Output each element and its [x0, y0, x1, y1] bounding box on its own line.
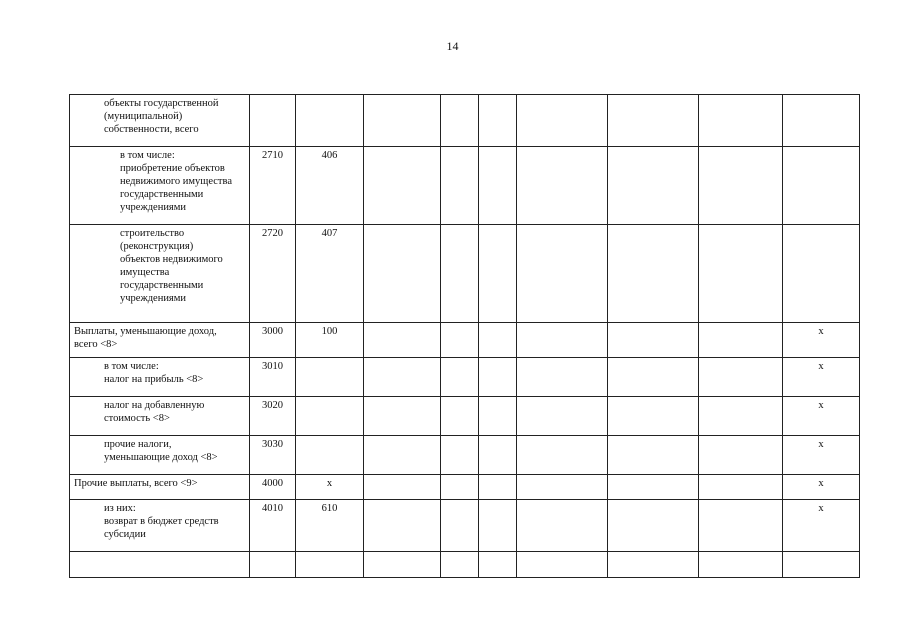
- row-kbk-cell: 407: [296, 225, 364, 323]
- row-amount-cell: [699, 147, 783, 225]
- row-amount-cell: [364, 95, 441, 147]
- row-amount-cell: [479, 358, 517, 397]
- row-code-cell: 4010: [250, 500, 296, 552]
- row-amount-cell: [517, 552, 608, 578]
- financial-plan-table: [69, 94, 860, 578]
- row-code-cell: 3010: [250, 358, 296, 397]
- row-amount-cell: [517, 147, 608, 225]
- row-amount-cell: [699, 500, 783, 552]
- row-amount-cell: [517, 323, 608, 358]
- row-amount-cell: [441, 552, 479, 578]
- row-amount-cell: [608, 323, 699, 358]
- row-mark-cell: х: [783, 397, 860, 436]
- row-mark-cell: [783, 552, 860, 578]
- row-name-cell: [70, 552, 250, 578]
- row-kbk-cell: [296, 95, 364, 147]
- row-amount-cell: [517, 397, 608, 436]
- row-code-cell: 3030: [250, 436, 296, 475]
- row-amount-cell: [517, 358, 608, 397]
- row-amount-cell: [364, 500, 441, 552]
- row-amount-cell: [608, 397, 699, 436]
- row-amount-cell: [517, 500, 608, 552]
- row-mark-cell: х: [783, 436, 860, 475]
- table-row: [70, 552, 860, 578]
- table-row: [70, 475, 860, 500]
- row-amount-cell: [608, 225, 699, 323]
- row-amount-cell: [608, 358, 699, 397]
- row-amount-cell: [699, 397, 783, 436]
- row-code-cell: [250, 552, 296, 578]
- table-row: [70, 323, 860, 358]
- row-amount-cell: [441, 323, 479, 358]
- row-amount-cell: [364, 436, 441, 475]
- row-amount-cell: [479, 323, 517, 358]
- row-amount-cell: [608, 436, 699, 475]
- row-amount-cell: [441, 95, 479, 147]
- table-body: [70, 95, 860, 578]
- row-amount-cell: [479, 225, 517, 323]
- row-code-cell: 2710: [250, 147, 296, 225]
- row-mark-cell: [783, 95, 860, 147]
- row-name-cell: в том числе: налог на прибыль <8>: [70, 358, 250, 397]
- row-name-cell: Прочие выплаты, всего <9>: [70, 475, 250, 500]
- row-amount-cell: [479, 147, 517, 225]
- row-code-cell: [250, 95, 296, 147]
- row-code-cell: 3020: [250, 397, 296, 436]
- row-amount-cell: [699, 95, 783, 147]
- row-kbk-cell: [296, 397, 364, 436]
- row-kbk-cell: 406: [296, 147, 364, 225]
- row-amount-cell: [441, 147, 479, 225]
- table-row: [70, 358, 860, 397]
- row-amount-cell: [517, 436, 608, 475]
- table-row: [70, 95, 860, 147]
- table-row: [70, 500, 860, 552]
- row-amount-cell: [364, 552, 441, 578]
- page-number: 14: [446, 39, 459, 53]
- row-mark-cell: [783, 147, 860, 225]
- row-amount-cell: [517, 95, 608, 147]
- row-amount-cell: [364, 225, 441, 323]
- row-name-cell: Выплаты, уменьшающие доход, всего <8>: [70, 323, 250, 358]
- row-amount-cell: [608, 500, 699, 552]
- row-code-cell: 3000: [250, 323, 296, 358]
- row-amount-cell: [364, 147, 441, 225]
- row-kbk-cell: [296, 436, 364, 475]
- row-mark-cell: х: [783, 475, 860, 500]
- row-amount-cell: [441, 225, 479, 323]
- row-name-cell: из них: возврат в бюджет средств субсидии: [70, 500, 250, 552]
- row-name-cell: строительство (реконструкция) объектов недвижимого имущества государственными учреждениями: [70, 225, 250, 323]
- row-amount-cell: [699, 436, 783, 475]
- row-amount-cell: [441, 500, 479, 552]
- row-amount-cell: [364, 397, 441, 436]
- row-amount-cell: [479, 475, 517, 500]
- row-code-cell: 2720: [250, 225, 296, 323]
- row-amount-cell: [699, 552, 783, 578]
- row-kbk-cell: [296, 358, 364, 397]
- row-amount-cell: [479, 552, 517, 578]
- row-amount-cell: [479, 500, 517, 552]
- table-row: [70, 436, 860, 475]
- row-amount-cell: [699, 323, 783, 358]
- row-amount-cell: [441, 475, 479, 500]
- row-amount-cell: [479, 95, 517, 147]
- row-amount-cell: [364, 358, 441, 397]
- row-amount-cell: [364, 475, 441, 500]
- row-amount-cell: [441, 436, 479, 475]
- row-mark-cell: [783, 225, 860, 323]
- row-amount-cell: [608, 475, 699, 500]
- row-name-cell: объекты государственной (муниципальной) собственности, всего: [70, 95, 250, 147]
- row-amount-cell: [441, 397, 479, 436]
- row-amount-cell: [699, 225, 783, 323]
- row-amount-cell: [608, 552, 699, 578]
- table-row: [70, 225, 860, 323]
- row-name-cell: налог на добавленную стоимость <8>: [70, 397, 250, 436]
- row-amount-cell: [608, 147, 699, 225]
- row-mark-cell: х: [783, 500, 860, 552]
- row-mark-cell: х: [783, 323, 860, 358]
- row-name-cell: прочие налоги, уменьшающие доход <8>: [70, 436, 250, 475]
- row-amount-cell: [517, 475, 608, 500]
- row-mark-cell: х: [783, 358, 860, 397]
- table-row: [70, 397, 860, 436]
- row-amount-cell: [479, 397, 517, 436]
- row-amount-cell: [479, 436, 517, 475]
- row-kbk-cell: [296, 552, 364, 578]
- row-kbk-cell: 610: [296, 500, 364, 552]
- table-row: [70, 147, 860, 225]
- row-name-cell: в том числе: приобретение объектов недвижимого имущества государственными учреждениями: [70, 147, 250, 225]
- row-amount-cell: [517, 225, 608, 323]
- row-amount-cell: [699, 358, 783, 397]
- row-amount-cell: [699, 475, 783, 500]
- row-amount-cell: [441, 358, 479, 397]
- row-amount-cell: [608, 95, 699, 147]
- row-amount-cell: [364, 323, 441, 358]
- row-code-cell: 4000: [250, 475, 296, 500]
- row-kbk-cell: х: [296, 475, 364, 500]
- row-kbk-cell: 100: [296, 323, 364, 358]
